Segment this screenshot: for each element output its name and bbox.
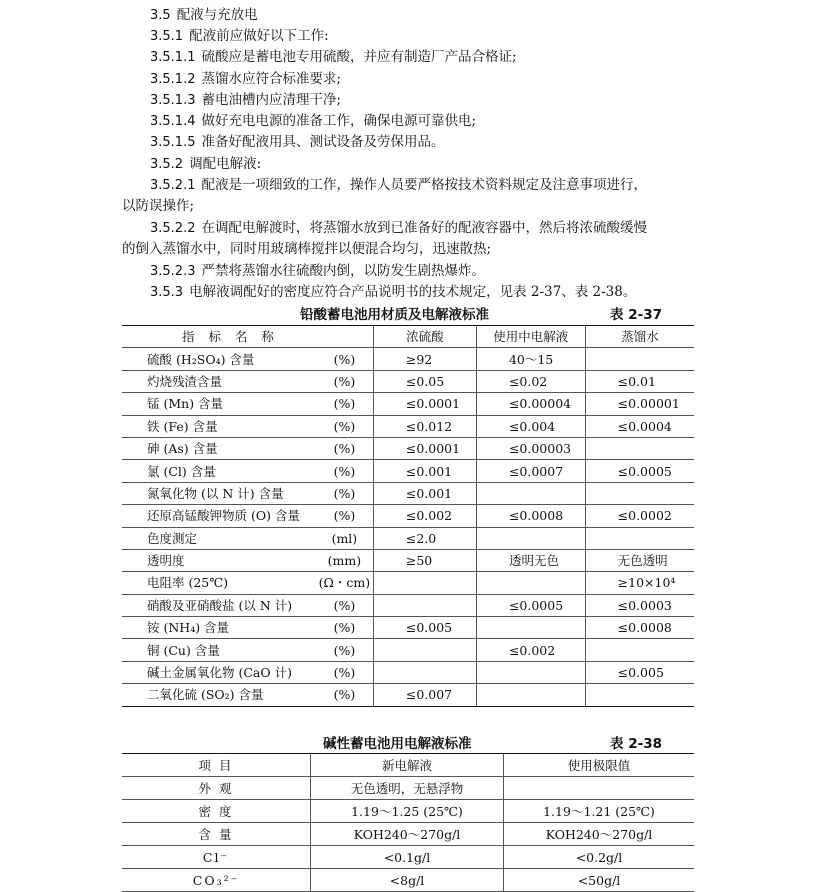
table-cell: KOH240～270g/l [311, 823, 504, 846]
table-row [122, 348, 694, 370]
clause-text: 配液是一项细致的工作，操作人员要严格按技术资料规定及注意事项进行， [201, 177, 647, 193]
table-cell: ≥92 [373, 348, 476, 370]
table-row [122, 869, 694, 892]
table-cell: ≤0.0008 [476, 505, 585, 527]
table-cell: 色度测定 [122, 527, 316, 549]
table-cell: (%) [316, 661, 373, 683]
table-cell: ≤0.0003 [585, 594, 694, 616]
paragraph-line [150, 262, 485, 281]
table-cell: ≥50 [373, 549, 476, 571]
table-cell [373, 661, 476, 683]
table-row [122, 505, 694, 527]
table-cell: ≤0.0005 [585, 460, 694, 482]
table-row [122, 777, 694, 800]
paragraph-line [150, 155, 261, 174]
table-cell: <0.1g/l [311, 846, 504, 869]
table-cell [585, 527, 694, 549]
table-cell: ≤0.0001 [373, 393, 476, 415]
clause-number: 3.5.1.5 [150, 135, 196, 150]
table-cell: 1.19～1.25 (25℃) [311, 800, 504, 823]
table-cell [585, 482, 694, 504]
paragraph-line [150, 70, 341, 89]
table-header-cell: 新电解液 [311, 754, 504, 777]
clause-text: 准备好配液用具、测试设备及劳保用品。 [201, 134, 445, 150]
paragraph-line [150, 283, 636, 302]
table-cell [585, 437, 694, 459]
table-row [122, 684, 694, 706]
table-cell: ≤0.004 [476, 415, 585, 437]
paragraph-line [150, 112, 476, 131]
paragraph-line [150, 48, 517, 67]
table-cell: (ml) [316, 527, 373, 549]
table-cell: 无色透明 [585, 549, 694, 571]
table-cell [585, 348, 694, 370]
table-cell: ≥10×10⁴ [585, 572, 694, 594]
table-cell: 碱土金属氧化物 (CaO 计) [122, 661, 316, 683]
clause-text: 的倒入蒸馏水中，同时用玻璃棒搅拌以便混合均匀，迅速散热; [122, 241, 492, 257]
clause-text: 以防误操作; [122, 198, 195, 214]
table-cell [476, 482, 585, 504]
table-cell: ≤0.0001 [373, 437, 476, 459]
table-cell: ≤0.02 [476, 370, 585, 392]
table-cell [504, 777, 695, 800]
table-row [122, 661, 694, 683]
table-cell [476, 572, 585, 594]
table-cell: (%) [316, 460, 373, 482]
clause-number: 3.5.2.3 [150, 264, 196, 279]
table-row [122, 800, 694, 823]
clause-text: 做好充电电源的准备工作，确保电源可靠供电; [201, 113, 477, 129]
table-cell: ≤0.05 [373, 370, 476, 392]
table-cell: 氯 (Cl) 含量 [122, 460, 316, 482]
table-cell: 透明度 [122, 549, 316, 571]
table-cell [585, 684, 694, 706]
table-cell: Cl⁻ [122, 846, 311, 869]
table-cell: ≤0.01 [585, 370, 694, 392]
table-row [122, 846, 694, 869]
table-cell: 40～15 [476, 348, 585, 370]
table-row [122, 415, 694, 437]
table-cell: ≤0.0005 [476, 594, 585, 616]
table-cell: 铁 (Fe) 含量 [122, 415, 316, 437]
table-cell: 灼烧残渣含量 [122, 370, 316, 392]
clause-text: 在调配电解渡时，将蒸馏水放到已准备好的配液容器中，然后将浓硫酸缓慢 [201, 220, 647, 236]
table-cell: 砷 (As) 含量 [122, 437, 316, 459]
table-cell: 铜 (Cu) 含量 [122, 639, 316, 661]
clause-text: 蓄电油槽内应清理干净; [201, 92, 342, 108]
table-cell: (%) [316, 370, 373, 392]
table-row [122, 527, 694, 549]
table-cell: 锰 (Mn) 含量 [122, 393, 316, 415]
table-cell: (%) [316, 594, 373, 616]
table-cell: ≤0.002 [476, 639, 585, 661]
table-cell: 含 量 [122, 823, 311, 846]
table-cell: 硝酸及亚硝酸盐 (以 N 计) [122, 594, 316, 616]
table-2-37-caption: 铅酸蓄电池用材质及电解液标准 [300, 307, 489, 323]
table-header-cell: 蒸馏水 [585, 326, 694, 348]
table-2-38-label: 表 2-38 [610, 736, 662, 752]
paragraph-line [122, 197, 194, 215]
table-cell [476, 527, 585, 549]
table-cell: 1.19～1.21 (25℃) [504, 800, 695, 823]
table-row [122, 594, 694, 616]
table-cell: (%) [316, 482, 373, 504]
table-2-38 [122, 753, 694, 892]
table-cell: ≤0.0008 [585, 617, 694, 639]
paragraph-line [150, 219, 647, 238]
paragraph-line [150, 133, 444, 152]
table-cell: 密 度 [122, 800, 311, 823]
clause-text: 配液与充放电 [176, 7, 258, 23]
table-cell: (%) [316, 617, 373, 639]
table-cell: (%) [316, 437, 373, 459]
paragraph-line [150, 6, 258, 25]
table-header-row [122, 326, 694, 348]
table-row [122, 617, 694, 639]
table-2-38-caption: 碱性蓄电池用电解液标准 [323, 736, 472, 752]
table-cell: (%) [316, 348, 373, 370]
table-cell: 氮氧化物 (以 N 计) 含量 [122, 482, 316, 504]
clause-number: 3.5.2.2 [150, 221, 196, 236]
table-cell: ≤0.005 [373, 617, 476, 639]
table-cell: (%) [333, 687, 356, 703]
clause-number: 3.5.1.3 [150, 93, 196, 108]
table-cell: ≤0.00001 [585, 393, 694, 415]
table-cell: 电阻率 (25℃) [122, 572, 316, 594]
table-cell [373, 594, 476, 616]
table-cell: 硫酸 (H₂SO₄) 含量 [122, 348, 316, 370]
table-row [122, 823, 694, 846]
table-cell: 铵 (NH₄) 含量 [122, 617, 316, 639]
table-cell: ≤0.001 [373, 482, 476, 504]
paragraph-line [122, 240, 491, 258]
table-cell: KOH240～270g/l [504, 823, 695, 846]
table-2-37 [122, 325, 694, 707]
table-cell: CO₃²⁻ [122, 869, 311, 892]
table-cell: (%) [316, 393, 373, 415]
table-header-cell: 使用中电解液 [476, 326, 585, 348]
clause-number: 3.5.1.1 [150, 50, 196, 65]
table-cell: ≤0.0007 [476, 460, 585, 482]
table-cell [373, 639, 476, 661]
table-cell: (Ω・cm) [316, 572, 373, 594]
table-cell: ≤2.0 [373, 527, 476, 549]
table-cell: 外 观 [122, 777, 311, 800]
clause-number: 3.5.1.2 [150, 72, 196, 87]
clause-number: 3.5.1 [150, 29, 184, 44]
clause-text: 硫酸应是蓄电池专用硫酸，并应有制造厂产品合格证; [201, 49, 517, 65]
table-header-cell: 项 目 [122, 754, 311, 777]
table-header-cell: 浓硫酸 [373, 326, 476, 348]
table-row [122, 639, 694, 661]
table-cell: (%) [316, 505, 373, 527]
clause-text: 调配电解液: [189, 156, 262, 172]
table-cell: (mm) [316, 549, 373, 571]
clause-number: 3.5.1.4 [150, 114, 196, 129]
table-cell: ≤0.0004 [585, 415, 694, 437]
table-cell [476, 617, 585, 639]
table-2-37-label: 表 2-37 [610, 307, 662, 323]
table-cell: ≤0.00003 [476, 437, 585, 459]
clause-number: 3.5.3 [150, 285, 184, 300]
paragraph-line [150, 91, 341, 110]
table-header-cell: 指 标 名 称 [122, 326, 316, 348]
table-cell: 透明无色 [476, 549, 585, 571]
clause-number: 3.5.2 [150, 157, 184, 172]
clause-number: 3.5.2.1 [150, 178, 196, 193]
table-header-row [122, 754, 694, 777]
table-cell: <0.2g/l [504, 846, 695, 869]
clause-number: 3.5 [150, 8, 171, 23]
table-row [122, 549, 694, 571]
table-row [122, 482, 694, 504]
table-cell: ≤0.005 [585, 661, 694, 683]
table-cell: ≤0.0002 [585, 505, 694, 527]
paragraph-line [150, 176, 647, 195]
table-cell: 无色透明，无悬浮物 [311, 777, 504, 800]
table-cell: ≤0.001 [373, 460, 476, 482]
table-cell: <50g/l [504, 869, 695, 892]
table-cell: ≤0.012 [373, 415, 476, 437]
table-cell [585, 639, 694, 661]
table-cell [476, 661, 585, 683]
table-cell [373, 572, 476, 594]
table-cell: (%) [316, 639, 373, 661]
table-row [122, 572, 694, 594]
paragraph-line [150, 27, 329, 46]
table-row [122, 437, 694, 459]
table-cell: ≤0.00004 [476, 393, 585, 415]
table-row [122, 393, 694, 415]
table-cell: 二氧化硫 (SO₂) 含量 [147, 687, 264, 703]
clause-text: 电解液调配好的密度应符合产品说明书的技术规定，见表 2-37、表 2-38。 [189, 284, 637, 300]
table-header-cell [316, 326, 373, 348]
table-cell: ≤0.007 [373, 684, 476, 706]
table-cell: (%) [316, 415, 373, 437]
table-cell: <8g/l [311, 869, 504, 892]
table-cell [476, 684, 585, 706]
clause-text: 严禁将蒸馏水往硫酸内倒，以防发生剧热爆炸。 [201, 263, 485, 279]
table-cell: ≤0.002 [373, 505, 476, 527]
table-cell: 还原高锰酸钾物质 (O) 含量 [122, 505, 316, 527]
clause-text: 蒸馏水应符合标准要求; [201, 71, 342, 87]
table-row [122, 460, 694, 482]
table-row [122, 370, 694, 392]
clause-text: 配液前应做好以下工作: [189, 28, 329, 44]
table-header-cell: 使用极限值 [504, 754, 695, 777]
